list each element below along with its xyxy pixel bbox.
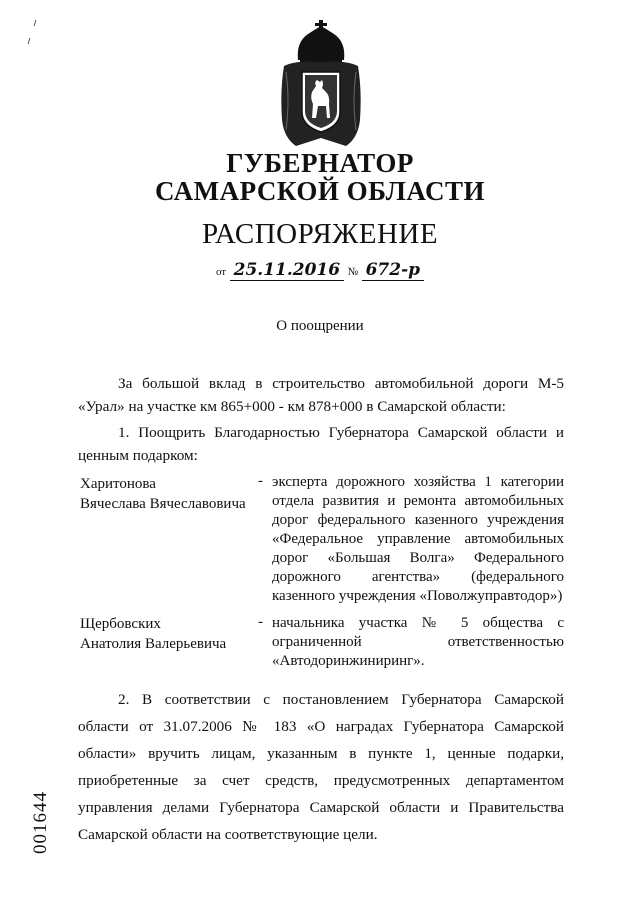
issuer-title-line1: ГУБЕРНАТОР (226, 148, 414, 178)
person-surname: Харитонова (80, 476, 156, 492)
samara-coat-of-arms-icon (276, 20, 366, 150)
person-name (80, 614, 260, 654)
list-dash: - (258, 473, 263, 489)
margin-pen-mark (22, 18, 42, 58)
list-dash: - (258, 614, 263, 630)
item-2-paragraph: 2. В соответствии с постановлением Губернатора Самарской области от 31.07.2006 № 183 «О наградах Губернатора Самарской области» вручить лицам, указанным в пункте 1, ценные подарки, приобретенные за счет средств, предусмотренных департаментом управления делами Губернатора Самарской области и Правительства Самарской области на соответствующие цели. (78, 691, 564, 843)
person-name (80, 474, 260, 514)
side-registration-stamp (22, 772, 62, 862)
issuer-title-line2: САМАРСКОЙ ОБЛАСТИ (154, 176, 486, 206)
item-1-paragraph: 1. Поощрить Благодарностью Губернатора Самарской области и ценным подарком: (78, 424, 564, 464)
document-subject: О поощрении (276, 318, 364, 334)
person-given-names: Вячеслава Вячеславовича (80, 496, 246, 512)
document-type: РАСПОРЯЖЕНИЕ (201, 218, 439, 250)
person-given-names: Анатолия Валерьевича (80, 636, 227, 652)
person-surname: Щербовских (80, 616, 161, 632)
preamble-paragraph: За большой вклад в строительство автомобильной дороги М-5 «Урал» на участке км 865+000 - км 878+000 в Самарской области: (78, 375, 564, 415)
document-date: 25.11.2016 (230, 260, 344, 281)
registration-number: 001644 (30, 791, 51, 854)
person-position: начальника участка № 5 общества с ограниченной ответственностью «Автодоринжиниринг». (272, 615, 564, 669)
date-number-line (0, 260, 640, 281)
number-label: № (347, 266, 359, 278)
date-from-label: от (215, 266, 227, 278)
document-number: 672-р (362, 260, 424, 281)
person-position: эксперта дорожного хозяйства 1 категории отдела развития и ремонта автомобильных дорог федерального казенного учреждения «Федеральное управление автомобильных дорог «Большая Волга» Федерального дорожного агентства» (федерального казенного учреждения «Поволжуправтодор») (272, 474, 564, 604)
